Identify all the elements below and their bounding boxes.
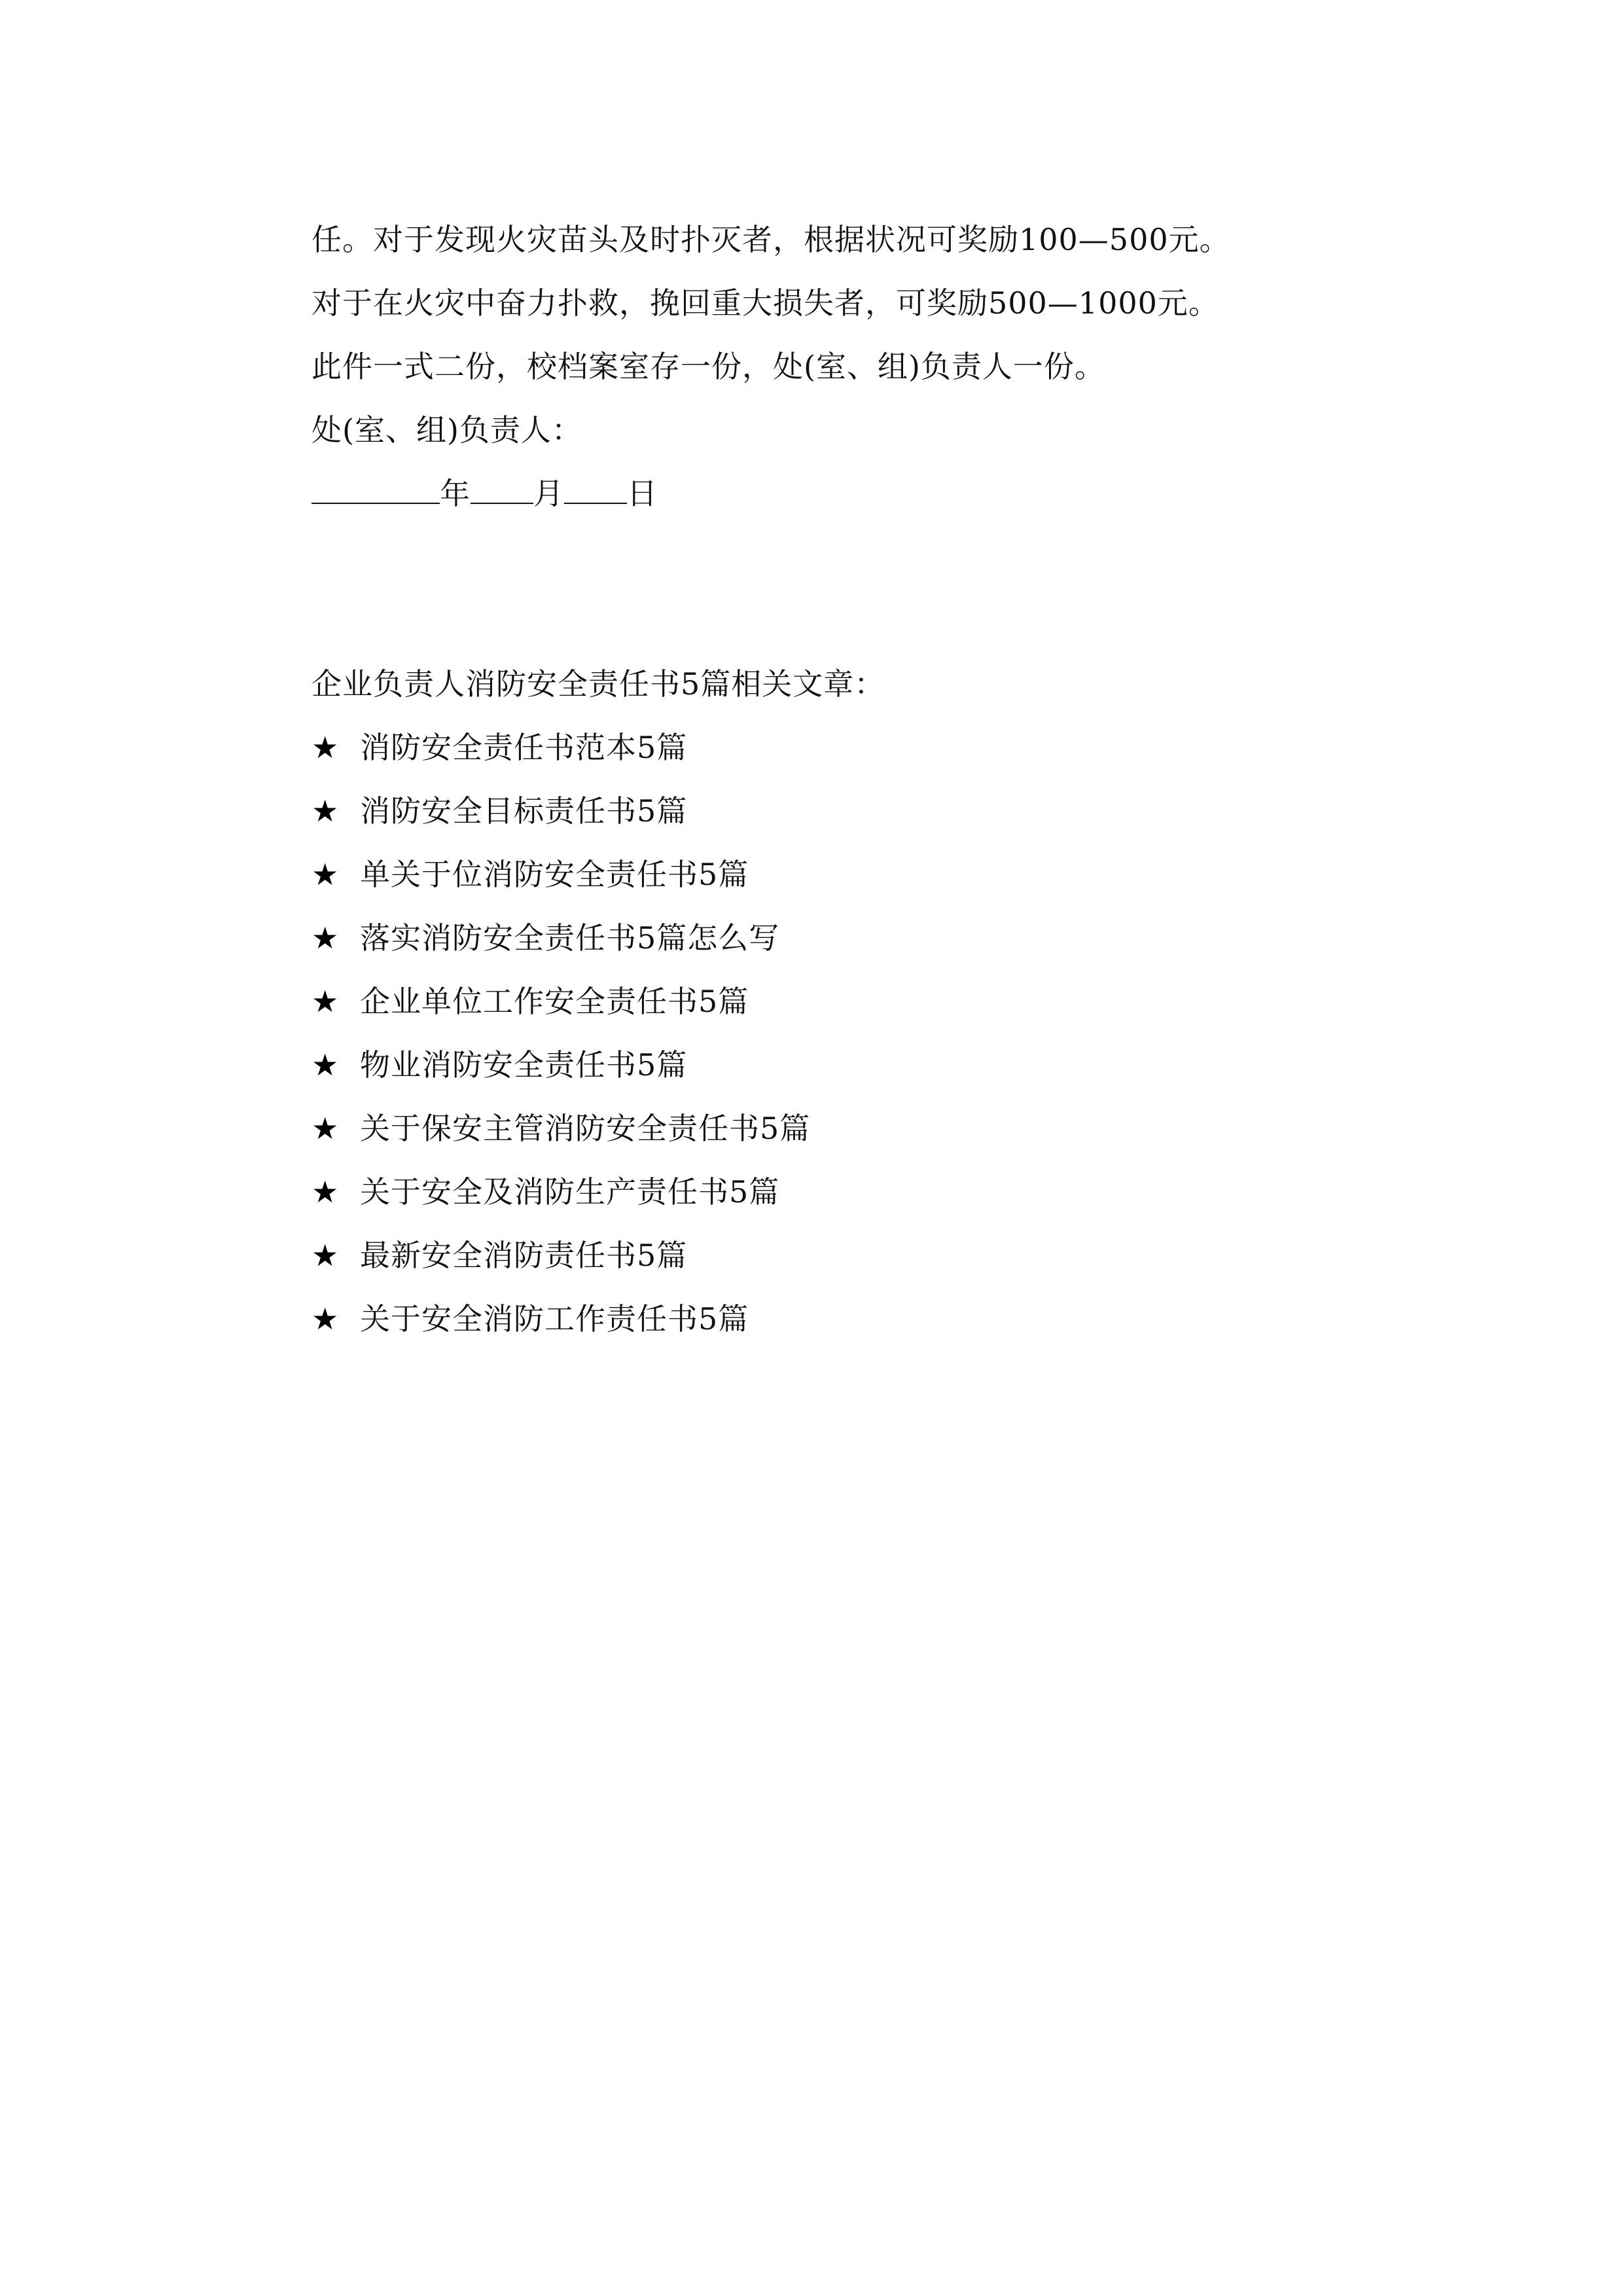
- list-item: [312, 843, 1332, 906]
- related-article-link[interactable]: 单关于位消防安全责任书5篇: [360, 857, 749, 892]
- month-blank: [471, 478, 533, 504]
- related-articles-title: 企业负责人消防安全责任书5篇相关文章：: [312, 666, 885, 702]
- related-article-link[interactable]: 关于安全及消防生产责任书5篇: [360, 1174, 780, 1210]
- star-icon: ★: [312, 984, 340, 1019]
- document-content: [312, 208, 1332, 1351]
- signature-label: 处(室、组)负责人：: [312, 412, 582, 448]
- star-icon: ★: [312, 1111, 340, 1146]
- star-icon: ★: [312, 857, 340, 892]
- list-item: [312, 1033, 1332, 1097]
- star-icon: ★: [312, 920, 340, 956]
- list-item: [312, 970, 1332, 1033]
- month-label: 月: [533, 476, 564, 511]
- body-line-reward-small: 任。对于发现火灾苗头及时扑灭者，根据状况可奖励100—500元。: [312, 222, 1230, 257]
- list-item: [312, 1160, 1332, 1224]
- list-item: [312, 1287, 1332, 1351]
- body-line-copies: 此件一式二份，校档案室存一份，处(室、组)负责人一份。: [312, 349, 1105, 384]
- related-article-link[interactable]: 物业消防安全责任书5篇: [360, 1047, 688, 1083]
- list-item: [312, 906, 1332, 970]
- related-articles-list: [312, 716, 1332, 1351]
- star-icon: ★: [312, 730, 340, 765]
- related-article-link[interactable]: 消防安全责任书范本5篇: [360, 730, 688, 765]
- star-icon: ★: [312, 1301, 340, 1336]
- list-item: [312, 716, 1332, 780]
- year-blank: [312, 478, 440, 504]
- related-article-link[interactable]: 最新安全消防责任书5篇: [360, 1238, 688, 1273]
- related-article-link[interactable]: 关于安全消防工作责任书5篇: [360, 1301, 749, 1336]
- year-label: 年: [440, 476, 471, 511]
- day-blank: [564, 478, 627, 504]
- star-icon: ★: [312, 793, 340, 829]
- date-line: [312, 462, 1332, 526]
- related-article-link[interactable]: 关于保安主管消防安全责任书5篇: [360, 1111, 811, 1146]
- related-article-link[interactable]: 消防安全目标责任书5篇: [360, 793, 688, 829]
- day-label: 日: [627, 476, 658, 511]
- list-item: [312, 1097, 1332, 1160]
- list-item: [312, 780, 1332, 843]
- related-article-link[interactable]: 企业单位工作安全责任书5篇: [360, 984, 749, 1019]
- related-article-link[interactable]: 落实消防安全责任书5篇怎么写: [360, 920, 780, 956]
- star-icon: ★: [312, 1047, 340, 1083]
- star-icon: ★: [312, 1238, 340, 1273]
- body-line-reward-large: 对于在火灾中奋力扑救，挽回重大损失者，可奖励500—1000元。: [312, 285, 1219, 321]
- star-icon: ★: [312, 1174, 340, 1210]
- list-item: [312, 1224, 1332, 1287]
- section-spacer: [312, 526, 1332, 653]
